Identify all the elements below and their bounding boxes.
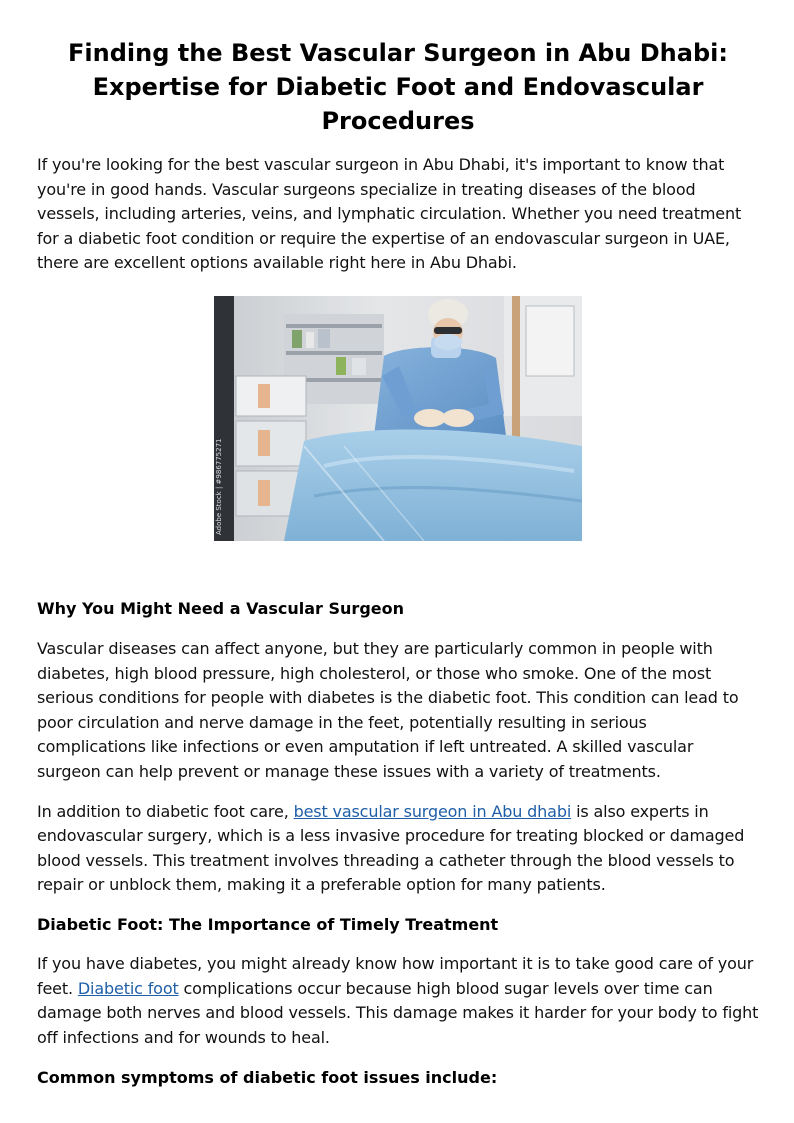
symptoms-heading: Common symptoms of diabetic foot issues include: <box>37 1068 498 1088</box>
section-heading-diabetic-foot: Diabetic Foot: The Importance of Timely Treatment <box>37 914 499 934</box>
document-page <box>37 36 759 1090</box>
diabetic-paragraph-rest: complications occur because high blood sugar levels over time can damage both nerves and blood vessels. This damage makes it harder for your body to fight off infections and for wounds to heal. <box>37 978 759 1047</box>
why-paragraph-1: Vascular diseases can affect anyone, but they are particularly common in people with diabetes, high blood pressure, high cholesterol, or those who smoke. One of the most serious conditions for people with diabetes is the diabetic foot. This condition can lead to poor circulation and nerve damage in the feet, potentially resulting in serious complications like infections or even amputation if left untreated. A skilled vascular surgeon can help prevent or manage these issues with a variety of treatments. <box>37 638 739 781</box>
diabetic-paragraph-lead: If you have diabetes, you might already know how important it is to take good care of your feet. <box>37 953 754 998</box>
section-heading-why: Why You Might Need a Vascular Surgeon <box>37 598 404 618</box>
page-title: Finding the Best Vascular Surgeon in Abu Dhabi: Expertise for Diabetic Foot and Endovascular Procedures <box>68 39 728 135</box>
why-paragraph-2 <box>37 800 759 898</box>
stock-watermark: Adobe Stock | #986775271 <box>215 438 223 535</box>
operating-room-illustration <box>214 296 582 541</box>
why-paragraph-2-rest: is also experts in endovascular surgery, which is a less invasive procedure for treating blocked or damaged blood vessels. This treatment involves threading a catheter through the blood vessels to repair or unblock them, making it a preferable option for many patients. <box>37 801 745 895</box>
diabetic-foot-link[interactable]: Diabetic foot <box>77 978 179 998</box>
vascular-surgeon-link[interactable]: best vascular surgeon in Abu dhabi <box>293 801 572 821</box>
surgeon-photo <box>214 296 582 541</box>
intro-paragraph: If you're looking for the best vascular surgeon in Abu Dhabi, it's important to know that you're in good hands. Vascular surgeons specialize in treating diseases of the blood vessels, including arteries, veins, and lymphatic circulation. Whether you need treatment for a diabetic foot condition or require the expertise of an endovascular surgeon in UAE, there are excellent options available right here in Abu Dhabi. <box>37 155 742 273</box>
diabetic-paragraph <box>37 952 759 1050</box>
why-paragraph-2-lead: In addition to diabetic foot care, <box>37 801 294 821</box>
